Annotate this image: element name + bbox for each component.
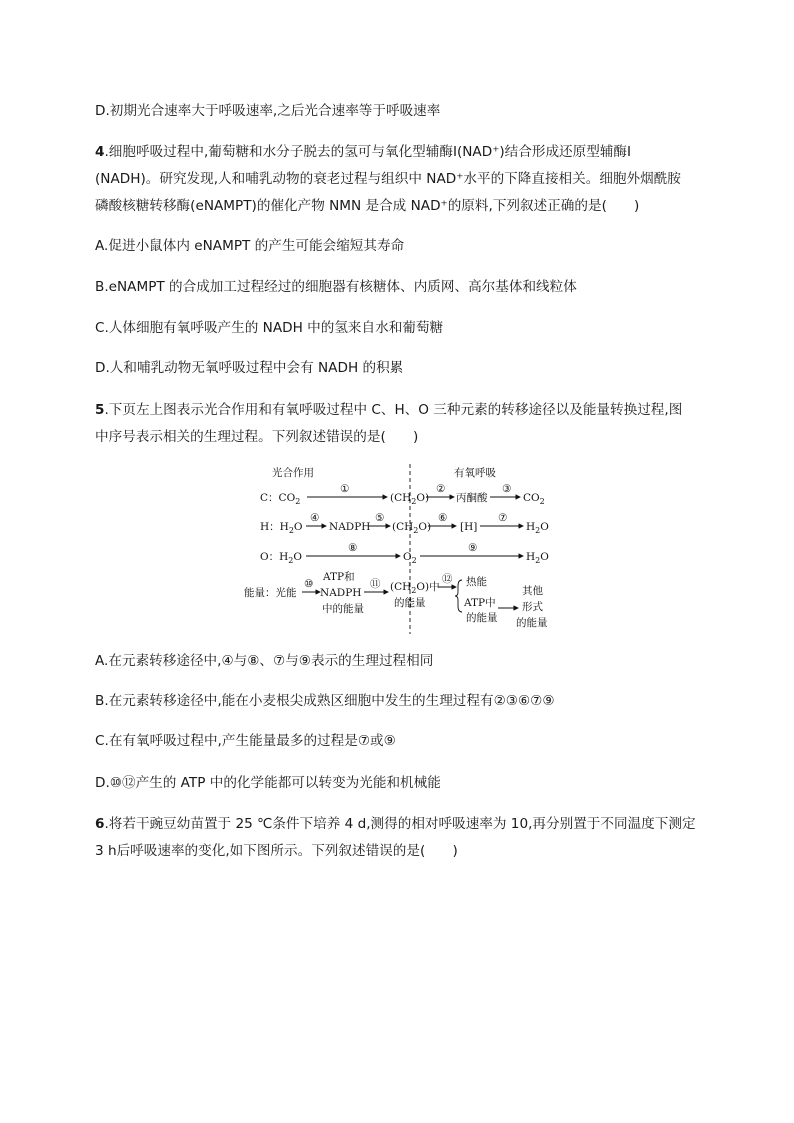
q5-line-1: 5.下页左上图表示光合作用和有氧呼吸过程中 C、H、O 三种元素的转移途径以及能量转换过程,图 <box>95 402 683 418</box>
q4-line-2: (NADH)。研究发现,人和哺乳动物的衰老过程与组织中 NAD⁺水平的下降直接相关。细胞外烟酰胺 <box>95 171 681 187</box>
svg-text:NADPH: NADPH <box>320 587 362 599</box>
q4-line-3: 磷酸核糖转移酶(eNAMPT)的催化产物 NMN 是合成 NAD⁺的原料,下列叙述正确的是( ) <box>95 198 640 214</box>
q5-number: 5 <box>95 402 105 418</box>
svg-text:[H]: [H] <box>460 521 478 533</box>
element-transfer-diagram <box>240 462 560 638</box>
svg-text:④: ④ <box>310 512 320 524</box>
q4-option-d: D.人和哺乳动物无氧呼吸过程中会有 NADH 的积累 <box>95 360 404 376</box>
svg-text:形式: 形式 <box>522 601 543 613</box>
q5-option-a: A.在元素转移途径中,④与⑧、⑦与⑨表示的生理过程相同 <box>95 653 434 669</box>
svg-text:ATP和: ATP和 <box>323 571 355 583</box>
svg-text:②: ② <box>436 483 446 495</box>
svg-text:丙酮酸: 丙酮酸 <box>456 492 488 504</box>
row-h <box>260 512 549 535</box>
svg-text:⑪: ⑪ <box>370 578 381 590</box>
svg-text:⑩: ⑩ <box>304 578 314 590</box>
head-photosynthesis: 光合作用 <box>272 467 314 479</box>
q6-number: 6 <box>95 816 105 832</box>
svg-text:①: ① <box>340 483 350 495</box>
row-energy <box>244 571 548 629</box>
svg-text:(CH2O)中: $(CH_2O)$中 <box>390 581 440 595</box>
q4-line-1: 4.细胞呼吸过程中,葡萄糖和水分子脱去的氢可与氧化型辅酶Ⅰ(NAD⁺)结合形成还原型辅酶Ⅰ <box>95 144 632 160</box>
q6-line-1: 6.将若干豌豆幼苗置于 25 ℃条件下培养 4 d,测得的相对呼吸速率为 10,再分别置于不同温度下测定 <box>95 816 696 832</box>
q5-line-2: 中序号表示相关的生理过程。下列叙述错误的是( ) <box>95 429 419 445</box>
svg-text:H2O: $H_2O$ <box>526 551 549 565</box>
svg-text:⑤: ⑤ <box>375 512 385 524</box>
svg-text:CO2: $CO_2$ <box>523 492 545 506</box>
svg-text:(CH2O): $(CH_2O)$ <box>392 521 432 535</box>
svg-text:能量：光能: 能量：光能 <box>244 587 297 599</box>
q5-option-d: D.⑩⑫产生的 ATP 中的化学能都可以转变为光能和机械能 <box>95 775 441 791</box>
q5-option-b: B.在元素转移途径中,能在小麦根尖成熟区细胞中发生的生理过程有②③⑥⑦⑨ <box>95 693 555 709</box>
svg-text:的能量: 的能量 <box>466 612 498 624</box>
q4-number: 4 <box>95 144 105 160</box>
svg-text:H：H2O: H：$H_2O$ <box>260 521 303 535</box>
row-c <box>260 483 545 506</box>
svg-text:⑫: ⑫ <box>442 573 453 585</box>
svg-text:⑦: ⑦ <box>498 512 508 524</box>
svg-text:O：H2O: O：$H_2O$ <box>260 551 302 565</box>
svg-text:NADPH: NADPH <box>329 521 371 533</box>
row-o <box>260 542 549 565</box>
svg-text:中的能量: 中的能量 <box>322 603 364 615</box>
svg-text:ATP中: ATP中 <box>464 597 496 609</box>
svg-text:⑥: ⑥ <box>438 512 448 524</box>
svg-text:其他: 其他 <box>522 585 543 597</box>
head-respiration: 有氧呼吸 <box>454 467 496 479</box>
svg-text:⑨: ⑨ <box>468 542 478 554</box>
q4-option-c: C.人体细胞有氧呼吸产生的 NADH 中的氢来自水和葡萄糖 <box>95 320 444 336</box>
q4-option-b: B.eNAMPT 的合成加工过程经过的细胞器有核糖体、内质网、高尔基体和线粒体 <box>95 279 577 295</box>
svg-text:的能量: 的能量 <box>516 617 548 629</box>
svg-text:C：CO2: C：$CO_2$ <box>260 492 301 506</box>
svg-text:的能量: 的能量 <box>394 597 426 609</box>
svg-text:O2: $O_2$ <box>403 551 417 565</box>
q3-option-d: D.初期光合速率大于呼吸速率,之后光合速率等于呼吸速率 <box>95 103 441 119</box>
svg-text:⑧: ⑧ <box>348 542 358 554</box>
q4-option-a: A.促进小鼠体内 eNAMPT 的产生可能会缩短其寿命 <box>95 238 405 254</box>
q5-option-c: C.在有氧呼吸过程中,产生能量最多的过程是⑦或⑨ <box>95 733 396 749</box>
svg-text:热能: 热能 <box>466 576 487 588</box>
svg-text:③: ③ <box>502 483 512 495</box>
q6-line-2: 3 h后呼吸速率的变化,如下图所示。下列叙述错误的是( ) <box>95 843 458 859</box>
svg-text:H2O: $H_2O$ <box>526 521 549 535</box>
svg-text:(CH2O): $(CH_2O)$ <box>390 492 430 506</box>
